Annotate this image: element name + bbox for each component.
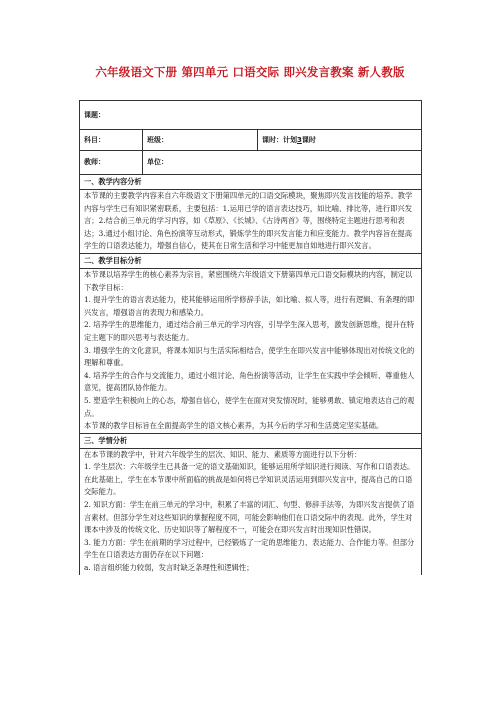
paragraph: a. 语言组织能力较弱，发言时缺乏条理性和逻辑性； bbox=[84, 563, 254, 573]
hours-value: 3 bbox=[297, 135, 302, 144]
paragraph: 本节课的教学目标旨在全面提高学生的语文核心素养，为其今后的学习和生活奠定坚实基础。 bbox=[84, 421, 384, 431]
section-heading: 二、教学目标分析 bbox=[84, 255, 142, 265]
unit-label: 单位： bbox=[147, 158, 168, 167]
subject-row bbox=[80, 130, 422, 151]
document-title: 六年级语文下册 第四单元 口语交际 即兴发言教案 新人教版 bbox=[95, 65, 405, 79]
paragraph: 在本节课的教学中，针对六年级学生的层次、知识、能力、素质等方面进行以下分析： bbox=[84, 449, 362, 459]
topic-row bbox=[80, 101, 422, 130]
section-heading-row bbox=[80, 434, 422, 449]
paragraph: 本节课的主要教学内容来自六年级语文下册第四单元的口语交际模块，聚焦即兴发言技能的培养。教学内容与学生已有知识紧密联系，主要包括：1.运用已学的语言表达技巧，如比喻、排比等，进行即兴发言；2.结合前三单元的学习内容，如《草原》、《长城》、《古诗两首》等，围绕特定主题进行思考和表达；3.通过小组讨论、角色扮演等互动形式，锻炼学生的即兴发言能力和应变能力。教学内容旨在提高学生的口语表达能力，增强自信心，使其在日常生活和学习中能更加自如地进行即兴发言。 bbox=[84, 191, 413, 251]
paragraph: 4. 培养学生的合作与交流能力，通过小组讨论、角色扮演等活动，让学生在实践中学会倾听、尊重他人意见，提高团队协作能力。 bbox=[84, 370, 415, 393]
subject-label: 科目： bbox=[80, 130, 143, 150]
paragraph: 5. 塑造学生积极向上的心态，增强自信心，使学生在面对突发情况时，能够勇敢、镇定地表达自己的观点。 bbox=[84, 395, 415, 418]
class-label: 班级： bbox=[143, 130, 258, 150]
section-body bbox=[80, 269, 421, 433]
section-heading-row bbox=[80, 254, 422, 269]
paragraph: 3. 能力方面：学生在前期的学习过程中，已经锻炼了一定的思维能力、表达能力、合作能力等。但部分学生在口语表达方面仍存在以下问题： bbox=[84, 537, 415, 560]
paragraph: 1. 学生层次：六年级学生已具备一定的语文基础知识，能够运用所学知识进行阅读、写作和口语表达。在此基础上，学生在本节课中所面临的挑战是如何将已学知识灵活运用到即兴发言中，提高自己的口语交际能力。 bbox=[84, 462, 415, 497]
section-body bbox=[80, 449, 421, 575]
section-heading: 一、教学内容分析 bbox=[84, 177, 142, 186]
section-body-row bbox=[80, 190, 422, 254]
section-heading: 三、学情分析 bbox=[84, 435, 128, 445]
teacher-row bbox=[80, 151, 422, 175]
section-body-row bbox=[80, 269, 422, 434]
section-body-row bbox=[80, 449, 422, 575]
hours-suffix: 课时 bbox=[301, 135, 316, 144]
paragraph: 本节课以培养学生的核心素养为宗旨，紧密围绕六年级语文下册第四单元口语交际模块的内容，制定以下教学目标： bbox=[84, 269, 413, 292]
topic-label: 课题： bbox=[84, 110, 105, 119]
paragraph: 2. 培养学生的思维能力，通过结合前三单元的学习内容，引导学生深入思考，激发创新思维，提升在特定主题下的即兴思考与表达能力。 bbox=[84, 320, 415, 342]
section-body bbox=[80, 190, 421, 253]
paragraph: 1. 提升学生的语言表达能力，使其能够运用所学修辞手法，如比喻、拟人等，进行有逻辑、有条理的即兴发言，增强语言的表现力和感染力。 bbox=[84, 295, 415, 317]
class-hours bbox=[258, 130, 421, 150]
paragraph: 2. 知识方面：学生在前三单元的学习中，积累了丰富的词汇、句型、修辞手法等，为即兴发言提供了语言素材。但部分学生对这些知识的掌握程度不同，可能会影响他们在口语交际中的表现。此外，学生对课本中涉及的传统文化、历史知识等了解程度不一，可能会在即兴发言时出现知识性错误。 bbox=[84, 500, 415, 535]
lesson-plan-table bbox=[79, 100, 422, 575]
hours-prefix: 课时：计划 bbox=[262, 135, 297, 144]
paragraph: 3. 增强学生的文化意识，将课本知识与生活实际相结合，使学生在即兴发言中能够体现出对传统文化的理解和尊重。 bbox=[84, 345, 415, 368]
teacher-label: 教师： bbox=[80, 151, 143, 174]
section-heading-row bbox=[80, 175, 422, 190]
